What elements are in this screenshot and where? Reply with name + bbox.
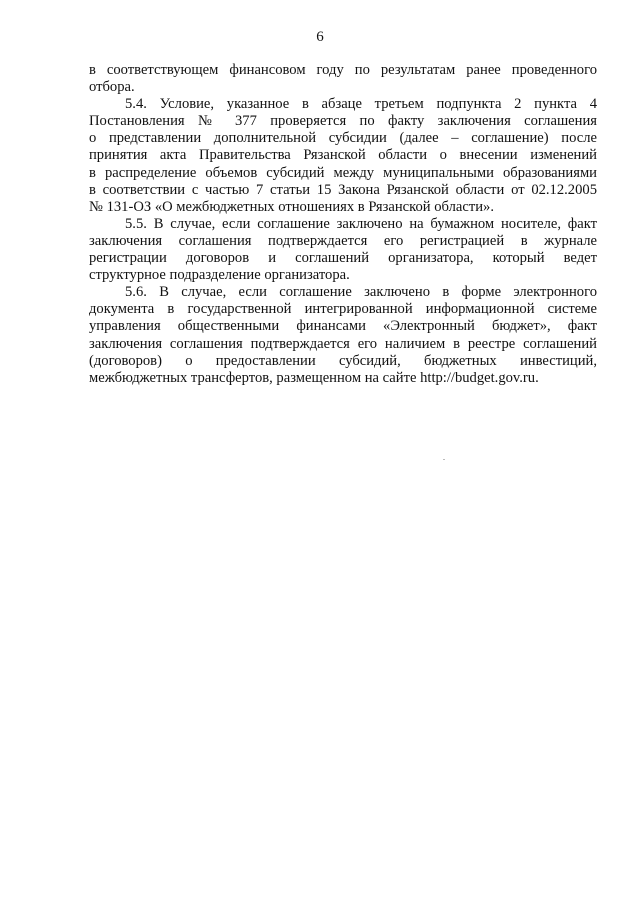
text-line: управления общественными финансами «Электронный бюджет», факт xyxy=(89,318,597,335)
text-line: принятия акта Правительства Рязанской области о внесении изменений xyxy=(89,147,597,164)
text-line: структурное подразделение организатора. xyxy=(89,267,350,284)
text-line: (договоров) о предоставлении субсидий, бюджетных инвестиций, xyxy=(89,352,597,369)
text-line: документа в государственной интегрированной информационной системе xyxy=(89,301,597,318)
text-line: 5.5. В случае, если соглашение заключено на бумажном носителе, факт xyxy=(125,215,597,232)
text-line: отбора. xyxy=(89,79,135,96)
text-line: в соответствии с частью 7 статьи 15 Закона Рязанской области от 02.12.2005 xyxy=(89,181,597,198)
text-line: заключения соглашения подтверждается его наличием в реестре соглашений xyxy=(89,335,597,352)
text-line: 5.6. В случае, если соглашение заключено в форме электронного xyxy=(125,284,597,301)
text-line: № 131-ОЗ «О межбюджетных отношениях в Рязанской области». xyxy=(89,198,494,215)
text-line: межбюджетных трансфертов, размещенном на сайте http://budget.gov.ru. xyxy=(89,369,539,386)
text-line: в соответствующем финансовом году по результатам ранее проведенного xyxy=(89,62,597,78)
document-body xyxy=(89,62,597,387)
text-line: регистрации договоров и соглашений организатора, который ведет xyxy=(89,250,597,267)
paragraph-5-5 xyxy=(89,216,597,284)
page-number: 6 xyxy=(316,29,324,45)
paragraph-5-4 xyxy=(89,96,597,216)
text-line: Постановления № 377 проверяется по факту заключения соглашения xyxy=(89,113,597,130)
text-line: о представлении дополнительной субсидии (далее – соглашение) после xyxy=(89,130,597,147)
scan-speck xyxy=(443,459,445,460)
text-line: в распределение объемов субсидий между муниципальными образованиями xyxy=(89,164,597,181)
paragraph-5-6 xyxy=(89,284,597,387)
text-line: заключения соглашения подтверждается его регистрацией в журнале xyxy=(89,232,597,249)
text-line: 5.4. Условие, указанное в абзаце третьем подпункта 2 пункта 4 xyxy=(125,96,597,113)
paragraph-continuation xyxy=(89,62,597,96)
